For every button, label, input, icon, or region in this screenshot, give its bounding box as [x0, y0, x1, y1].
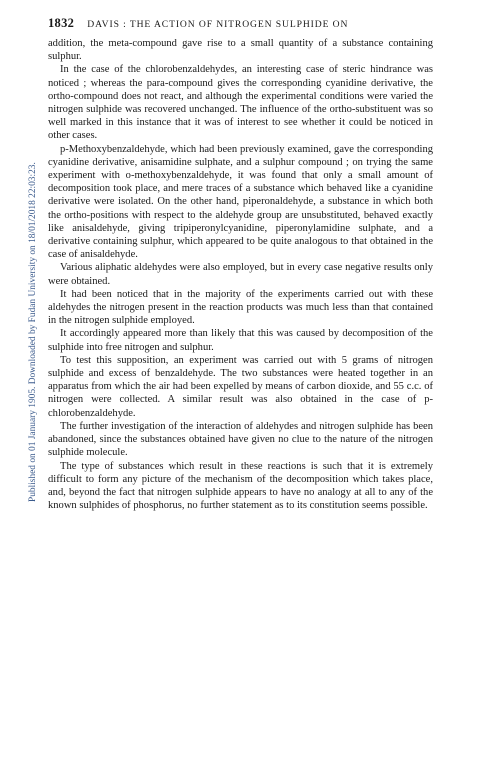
paragraph-experiment: To test this supposition, an experiment was carried out with 5 grams of nitrogen sulphide and excess of benzaldehyde. The two substances were heated together in an apparatus from which the air had been expelled by means of carbon dioxide, and 55 c.c. of nitrogen were collected. A similar result was also obtained in the case of p-chlorobenzaldehyde.: [48, 354, 433, 419]
running-header: [48, 16, 438, 32]
paragraph-decomposition: It accordingly appeared more than likely that this was caused by decomposition of the sulphide into free nitrogen and sulphur.: [48, 328, 433, 353]
paragraph-nitrogen-observation: It had been noticed that in the majority of the experiments carried out with these aldehydes the nitrogen present in the reaction products was much less than that contained in the nitrogen sulphide employed.: [48, 288, 433, 327]
download-stamp-text: Published on 01 January 1905. Downloaded by Fudan University on 18/01/2018 22:03:23.: [28, 162, 38, 502]
download-stamp: [10, 92, 38, 502]
paragraph-abandoned: The further investigation of the interaction of aldehydes and nitrogen sulphide has been abandoned, since the substances obtained have given no clue to the nature of the nitrogen sulphide molecule.: [48, 420, 433, 459]
running-title: DAVIS : THE ACTION OF NITROGEN SULPHIDE ON: [87, 19, 349, 30]
paragraph-aliphatic-aldehydes: Various aliphatic aldehydes were also employed, but in every case negative results only were obtained.: [48, 262, 433, 287]
paragraph-conclusion: The type of substances which result in these reactions is such that it is extremely difficult to form any picture of the mechanism of the decomposition which takes place, and, beyond the fact that nitrogen sulphide appears to have no analogy at all to any of the known sulphides of phosphorus, no further statement as to its constitution seems possible.: [48, 460, 433, 512]
page-number: 1832: [48, 16, 75, 30]
body-text: [48, 37, 433, 512]
paragraph-continued: addition, the meta-compound gave rise to a small quantity of a substance containing sulphur.: [48, 38, 433, 63]
paragraph-chlorobenzaldehydes: In the case of the chlorobenzaldehydes, an interesting case of steric hindrance was noticed ; whereas the para-compound gives the corresponding cyanidine derivative, the ortho-compound does not react, and although the experimental conditions were varied the nitrogen sulphide was recovered unchanged. The influence of the ortho-substituent was so well marked in this instance that it was of interest to see whether it could be noticed in other cases.: [48, 64, 433, 142]
paragraph-methoxybenzaldehyde: p-Methoxybenzaldehyde, which had been previously examined, gave the corresponding cyanidine derivative, anisamidine sulphate, and a sulphur compound ; on trying the same experiment with o-methoxybenzaldehyde, it was found that only a small amount of decomposition took place, and mere traces of a substance which behaved like a cyanidine derivative were isolated. On the other hand, piperonaldehyde, a substance in which both the ortho-positions with respect to the aldehyde group are unsubstituted, behaved exactly like anisaldehyde, giving tripiperonylcyanidine, piperonylamidine sulphate, and a derivative containing sulphur, which appeared to be quite analogous to that obtained in the case of anisaldehyde.: [48, 143, 433, 261]
